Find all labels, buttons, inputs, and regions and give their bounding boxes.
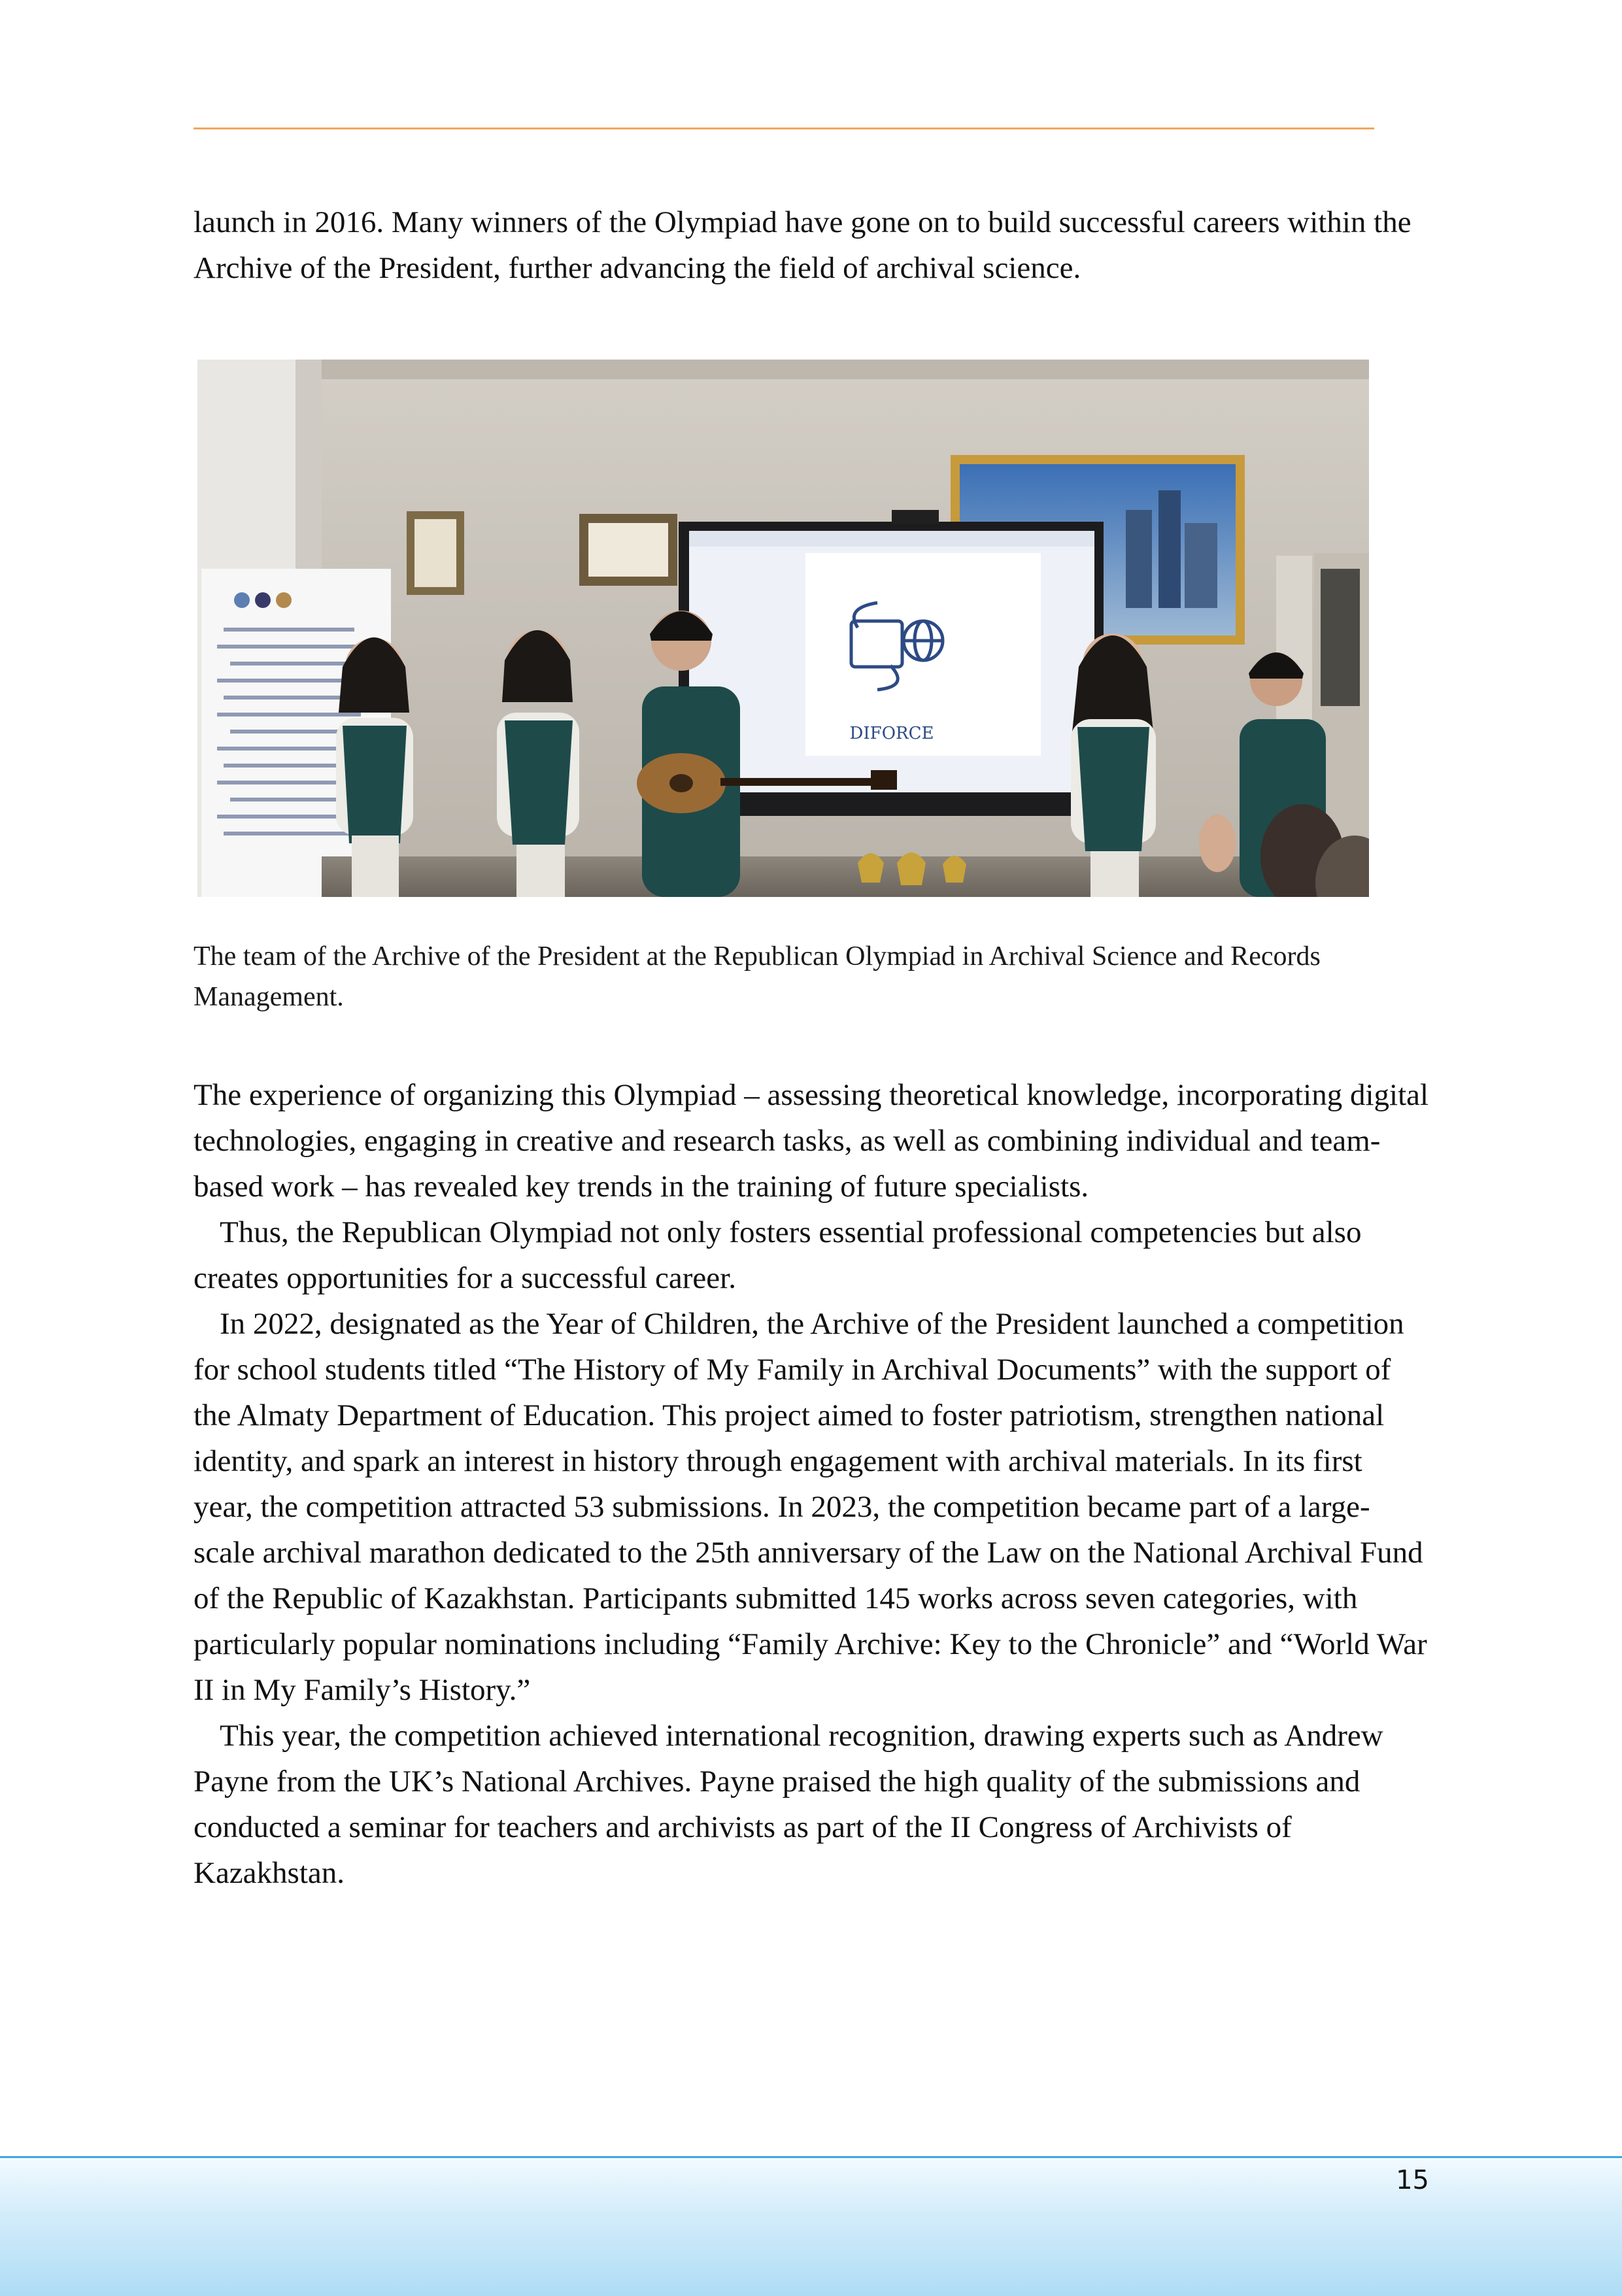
paragraph: This year, the competition achieved international recognition, drawing experts such as Andrew Payne from the UK’s National Archives. Payne praised the high quality of the submissions and conducted a seminar for teachers and archivists as part of the II Congress of Archivists of Kazakhstan.: [194, 1719, 1383, 1890]
paragraph: The experience of organizing this Olympiad – assessing theoretical knowledge, incorporating digital technologies, engaging in creative and research tasks, as well as combining individual and team-based work – has revealed key trends in the training of future specialists.: [194, 1078, 1429, 1204]
footer-band: [0, 2156, 1622, 2296]
photo-caption: The team of the Archive of the President at the Republican Olympiad in Archival Science and Records Management.: [194, 941, 1321, 1012]
paragraph: launch in 2016. Many winners of the Olympiad have gone on to build successful careers within the Archive of the President, further advancing the field of archival science.: [194, 205, 1411, 285]
paragraph: In 2022, designated as the Year of Children, the Archive of the President launched a competition for school students titled “The History of My Family in Archival Documents” with the support of the Almaty Department of Education. This project aimed to foster patriotism, strengthen national identity, and spark an interest in history through engagement with archival materials. In its first year, the competition attracted 53 submissions. In 2023, the competition became part of a large-scale archival marathon dedicated to the 25th anniversary of the Law on the National Archival Fund of the Republic of Kazakhstan. Participants submitted 145 works across seven categories, with particularly popular nominations including “Family Archive: Key to the Chronicle” and “World War II in My Family’s History.”: [194, 1307, 1427, 1707]
intro-text: [194, 199, 1429, 291]
page-number: 15: [1396, 2165, 1429, 2195]
screen-logo-text: DIFORCE: [849, 724, 934, 743]
main-text: [194, 1072, 1429, 1896]
header-rule: [194, 127, 1374, 129]
team-photo: [197, 360, 1369, 897]
photo-illustration: [197, 360, 1369, 897]
paragraph: Thus, the Republican Olympiad not only fosters essential professional competencies but also creates opportunities for a successful career.: [194, 1215, 1362, 1295]
